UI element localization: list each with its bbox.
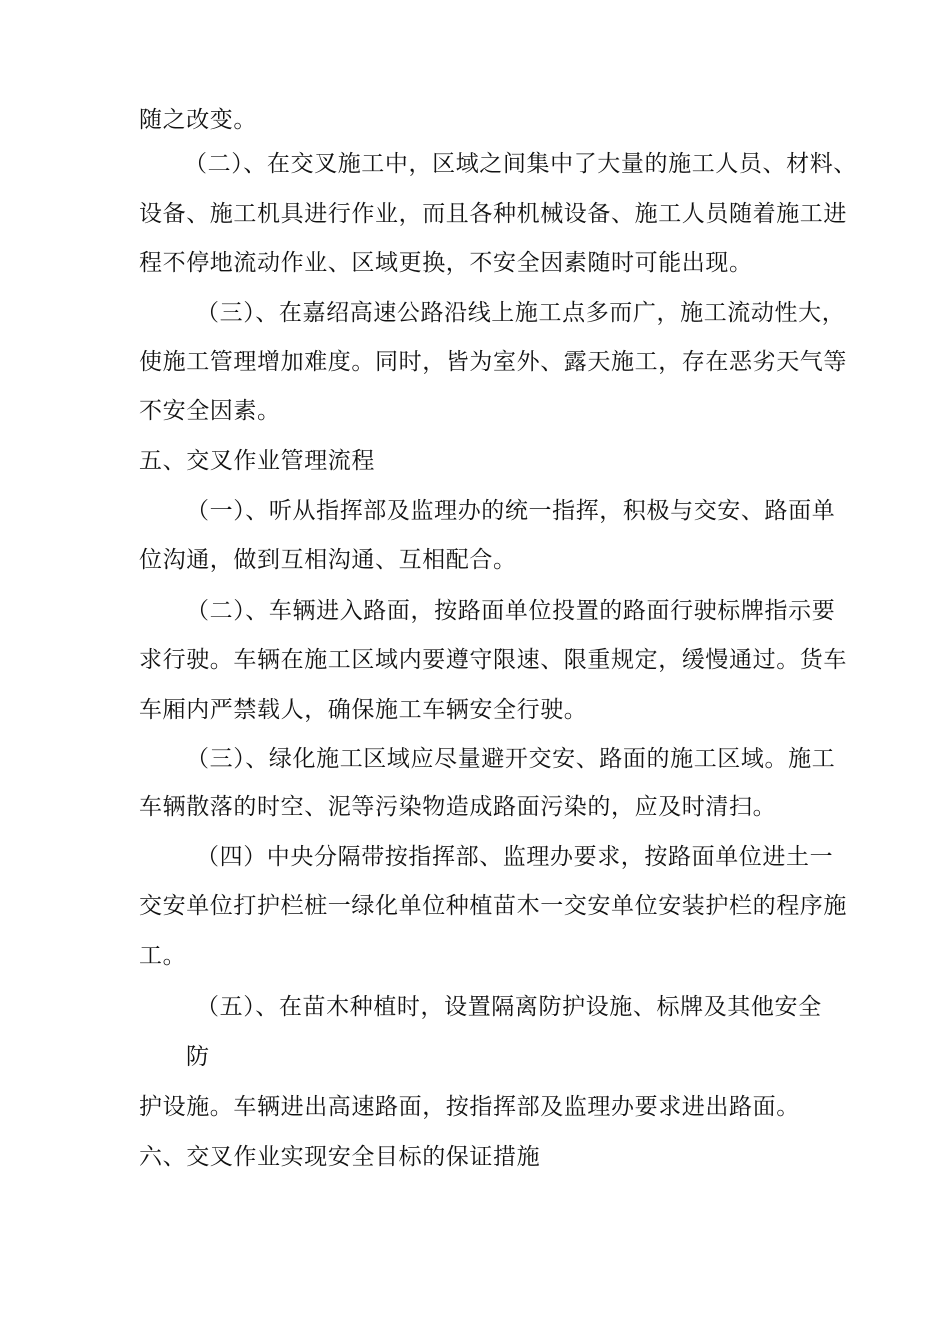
- section-heading-6: 六、交叉作业实现安全目标的保证措施: [139, 1144, 541, 1170]
- text-line-11: （二）、车辆进入路面，按路面单位投置的路面行驶标牌指示要: [186, 598, 836, 624]
- text-line-9: （一）、听从指挥部及监理办的统一指挥，积极与交安、路面单: [186, 498, 836, 524]
- text-line-3: 设备、施工机具进行作业，而且各种机械设备、施工人员随着施工进: [139, 201, 847, 227]
- section-heading-5: 五、交叉作业管理流程: [139, 448, 375, 474]
- text-line-7: 不安全因素。: [139, 398, 281, 424]
- text-line-6: 使施工管理增加难度。同时，皆为室外、露天施工，存在恶劣天气等: [139, 349, 847, 375]
- text-line-16: （四）中央分隔带按指挥部、监理办要求，按路面单位进土一: [196, 844, 834, 870]
- text-line-1: 随之改变。: [139, 107, 257, 133]
- text-line-13: 车厢内严禁载人，确保施工车辆安全行驶。: [139, 697, 588, 723]
- text-line-12: 求行驶。车辆在施工区域内要遵守限速、限重规定，缓慢通过。货车: [139, 647, 847, 673]
- text-line-19: （五）、在苗木种植时，设置隔离防护设施、标牌及其他安全: [196, 994, 822, 1020]
- text-line-2: （二）、在交叉施工中，区域之间集中了大量的施工人员、材料、: [184, 151, 857, 177]
- text-line-18: 工。: [139, 943, 187, 969]
- text-line-21: 护设施。车辆进出高速路面，按指挥部及监理办要求进出路面。: [139, 1094, 800, 1120]
- text-line-15: 车辆散落的时空、泥等污染物造成路面污染的，应及时清扫。: [139, 794, 777, 820]
- text-line-4: 程不停地流动作业、区域更换，不安全因素随时可能出现。: [139, 250, 753, 276]
- text-line-17: 交安单位打护栏桩一绿化单位种植苗木一交安单位安装护栏的程序施: [139, 893, 847, 919]
- text-line-10: 位沟通，做到互相沟通、互相配合。: [139, 547, 517, 573]
- text-line-5: （三）、在嘉绍高速公路沿线上施工点多而广，施工流动性大，: [196, 300, 846, 326]
- text-line-14: （三）、绿化施工区域应尽量避开交安、路面的施工区域。施工: [186, 746, 836, 772]
- text-line-20: 防: [186, 1044, 210, 1070]
